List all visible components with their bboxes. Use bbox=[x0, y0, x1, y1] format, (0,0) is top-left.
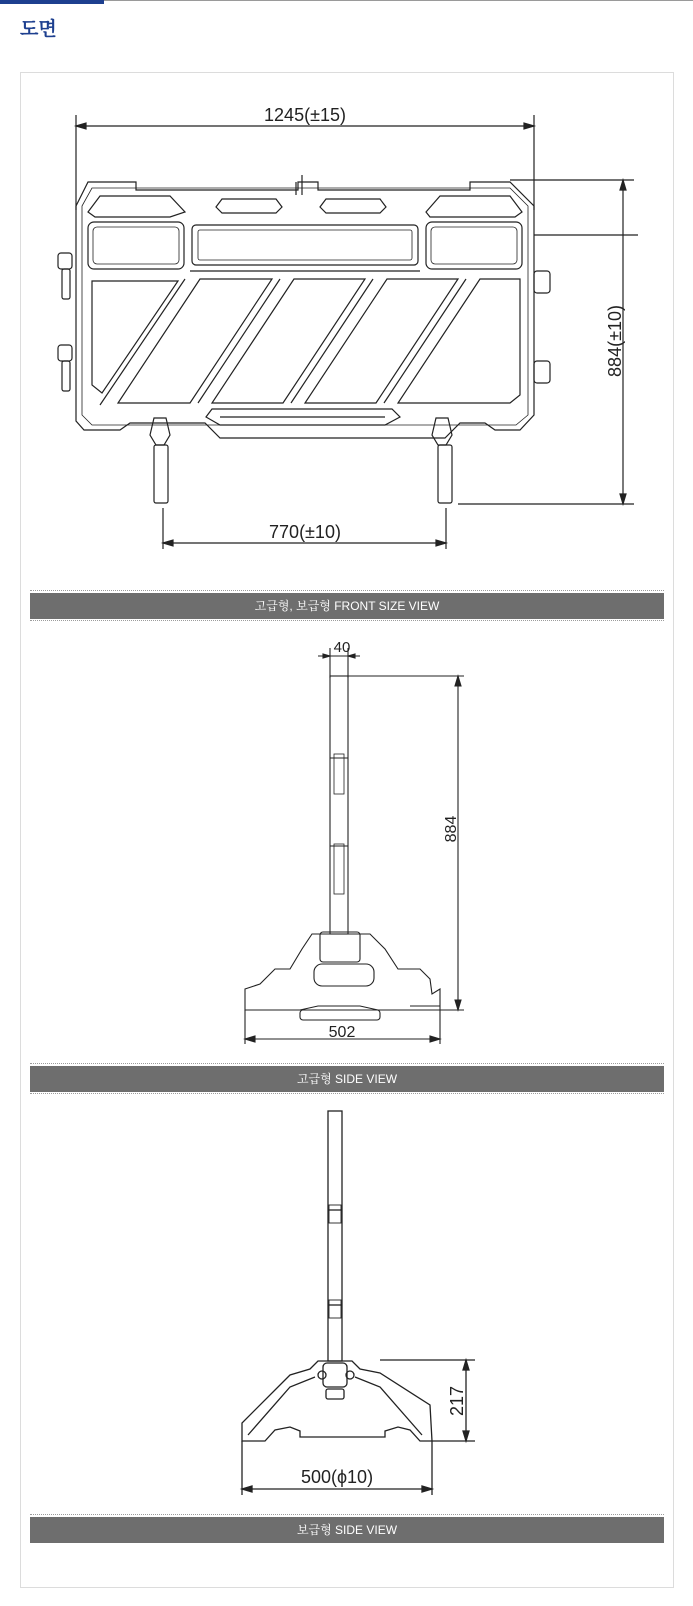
caption-dots-bottom-1 bbox=[30, 620, 664, 621]
side-post-width-dim: 40 bbox=[333, 639, 351, 656]
side-view-premium-drawing bbox=[230, 634, 480, 1049]
standard-height-dim: 217 bbox=[447, 1385, 467, 1417]
section-title: 도면 bbox=[20, 19, 57, 40]
front-size-drawing bbox=[40, 95, 665, 542]
caption-side-view-premium: 고급형 SIDE VIEW bbox=[30, 1066, 664, 1092]
caption-dots-top-3 bbox=[30, 1514, 664, 1515]
top-accent-bar bbox=[0, 0, 104, 4]
standard-base-dim: 500(ϕ10) bbox=[300, 1467, 374, 1487]
caption-front-size-view: 고급형, 보급형 FRONT SIZE VIEW bbox=[30, 593, 664, 619]
front-leg-span-dim: 770(±10) bbox=[269, 522, 341, 542]
side-base-dim: 502 bbox=[328, 1024, 356, 1041]
caption-side-view-standard: 보급형 SIDE VIEW bbox=[30, 1517, 664, 1543]
caption-dots-top-2 bbox=[30, 1063, 664, 1064]
front-width-dim: 1245(±15) bbox=[264, 105, 346, 125]
caption-dots-top-1 bbox=[30, 590, 664, 591]
caption-dots-bottom-2 bbox=[30, 1093, 664, 1094]
front-height-dim: 884(±10) bbox=[605, 305, 625, 377]
side-view-standard-drawing bbox=[230, 1105, 490, 1505]
side-height-dim: 884 bbox=[443, 815, 460, 843]
